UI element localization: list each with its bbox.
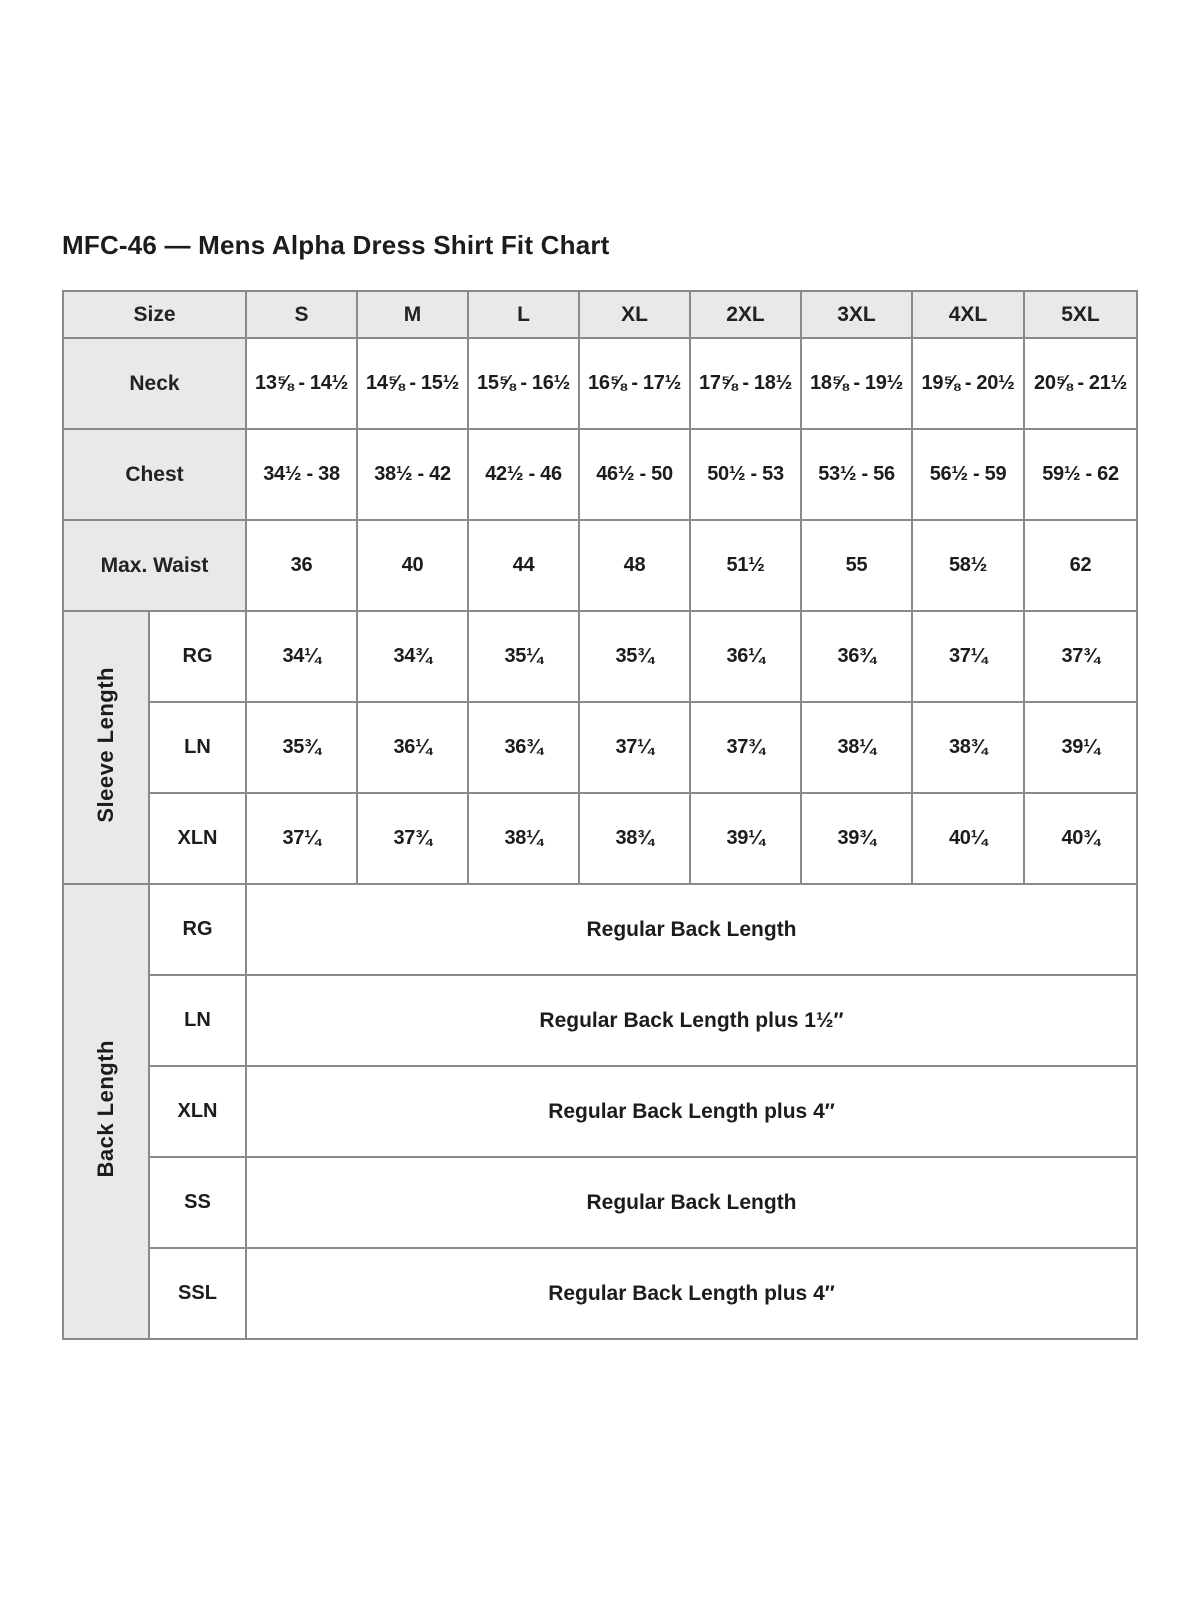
chest-value-cell: 50½ - 53: [690, 429, 801, 520]
back-ss-row: [63, 1157, 1137, 1248]
col-header-3xl: 3XL: [801, 291, 912, 338]
row-label-chest: Chest: [63, 429, 246, 520]
chest-row: [63, 429, 1137, 520]
fit-chart-table: [62, 290, 1138, 1340]
max-waist-value-cell: 58½: [912, 520, 1024, 611]
neck-value-cell: 15⅝ - 16½: [468, 338, 579, 429]
chest-value-cell: 56½ - 59: [912, 429, 1024, 520]
sleeve-xln-value-cell: 40¼: [912, 793, 1024, 884]
chest-value-cell: 38½ - 42: [357, 429, 468, 520]
sleeve-xln-row: [63, 793, 1137, 884]
sleeve-ln-value-cell: 36¾: [468, 702, 579, 793]
chest-value-cell: 53½ - 56: [801, 429, 912, 520]
back-xln-row: [63, 1066, 1137, 1157]
neck-value-cell: 17⅝ - 18½: [690, 338, 801, 429]
sleeve-rg-value-cell: 35¾: [579, 611, 690, 702]
sleeve-length-group-label: Sleeve Length: [93, 667, 118, 823]
col-header-2xl: 2XL: [690, 291, 801, 338]
max-waist-value-cell: 40: [357, 520, 468, 611]
neck-value-cell: 13⅝ - 14½: [246, 338, 357, 429]
sleeve-rg-value-cell: 34¾: [357, 611, 468, 702]
table-header-row: [63, 291, 1137, 338]
neck-value-cell: 19⅝ - 20½: [912, 338, 1024, 429]
back-ln-text: Regular Back Length plus 1½″: [246, 975, 1137, 1066]
back-rg-label: RG: [149, 884, 246, 975]
sleeve-ln-label: LN: [149, 702, 246, 793]
back-ln-row: [63, 975, 1137, 1066]
sleeve-xln-value-cell: 37¾: [357, 793, 468, 884]
back-ss-label: SS: [149, 1157, 246, 1248]
col-header-s: S: [246, 291, 357, 338]
back-rg-text: Regular Back Length: [246, 884, 1137, 975]
neck-value-cell: 16⅝ - 17½: [579, 338, 690, 429]
back-length-group-label: Back Length: [93, 1040, 118, 1178]
neck-row: [63, 338, 1137, 429]
col-header-5xl: 5XL: [1024, 291, 1137, 338]
sleeve-xln-value-cell: 40¾: [1024, 793, 1137, 884]
back-ss-text: Regular Back Length: [246, 1157, 1137, 1248]
col-header-xl: XL: [579, 291, 690, 338]
max-waist-value-cell: 44: [468, 520, 579, 611]
sleeve-rg-row: [63, 611, 1137, 702]
max-waist-value-cell: 51½: [690, 520, 801, 611]
neck-value-cell: 18⅝ - 19½: [801, 338, 912, 429]
sleeve-ln-row: [63, 702, 1137, 793]
col-header-4xl: 4XL: [912, 291, 1024, 338]
sleeve-xln-value-cell: 38¾: [579, 793, 690, 884]
sleeve-rg-value-cell: 36¼: [690, 611, 801, 702]
sleeve-rg-value-cell: 35¼: [468, 611, 579, 702]
sleeve-rg-value-cell: 36¾: [801, 611, 912, 702]
neck-value-cell: 14⅝ - 15½: [357, 338, 468, 429]
row-label-neck: Neck: [63, 338, 246, 429]
chest-value-cell: 59½ - 62: [1024, 429, 1137, 520]
max-waist-value-cell: 62: [1024, 520, 1137, 611]
sleeve-xln-value-cell: 39¾: [801, 793, 912, 884]
back-ssl-text: Regular Back Length plus 4″: [246, 1248, 1137, 1339]
neck-value-cell: 20⅝ - 21½: [1024, 338, 1137, 429]
sleeve-xln-label: XLN: [149, 793, 246, 884]
col-header-l: L: [468, 291, 579, 338]
row-label-max-waist: Max. Waist: [63, 520, 246, 611]
sleeve-ln-value-cell: 37¼: [579, 702, 690, 793]
max-waist-value-cell: 48: [579, 520, 690, 611]
sleeve-length-group-label-cell: [63, 611, 149, 884]
chest-value-cell: 46½ - 50: [579, 429, 690, 520]
sleeve-xln-value-cell: 37¼: [246, 793, 357, 884]
sleeve-ln-value-cell: 35¾: [246, 702, 357, 793]
max-waist-value-cell: 55: [801, 520, 912, 611]
sleeve-ln-value-cell: 38¾: [912, 702, 1024, 793]
back-rg-row: [63, 884, 1137, 975]
back-xln-text: Regular Back Length plus 4″: [246, 1066, 1137, 1157]
sleeve-rg-value-cell: 34¼: [246, 611, 357, 702]
sleeve-ln-value-cell: 39¼: [1024, 702, 1137, 793]
sleeve-xln-value-cell: 39¼: [690, 793, 801, 884]
chest-value-cell: 34½ - 38: [246, 429, 357, 520]
col-header-m: M: [357, 291, 468, 338]
back-ssl-row: [63, 1248, 1137, 1339]
chest-value-cell: 42½ - 46: [468, 429, 579, 520]
sleeve-ln-value-cell: 36¼: [357, 702, 468, 793]
sleeve-ln-value-cell: 37¾: [690, 702, 801, 793]
sleeve-rg-label: RG: [149, 611, 246, 702]
sleeve-rg-value-cell: 37¼: [912, 611, 1024, 702]
back-xln-label: XLN: [149, 1066, 246, 1157]
back-ln-label: LN: [149, 975, 246, 1066]
sleeve-ln-value-cell: 38¼: [801, 702, 912, 793]
max-waist-value-cell: 36: [246, 520, 357, 611]
back-ssl-label: SSL: [149, 1248, 246, 1339]
sleeve-rg-value-cell: 37¾: [1024, 611, 1137, 702]
max-waist-row: [63, 520, 1137, 611]
page-title: MFC-46 — Mens Alpha Dress Shirt Fit Chart: [62, 230, 610, 260]
size-corner-header: Size: [63, 291, 246, 338]
sleeve-xln-value-cell: 38¼: [468, 793, 579, 884]
back-length-group-label-cell: [63, 884, 149, 1339]
